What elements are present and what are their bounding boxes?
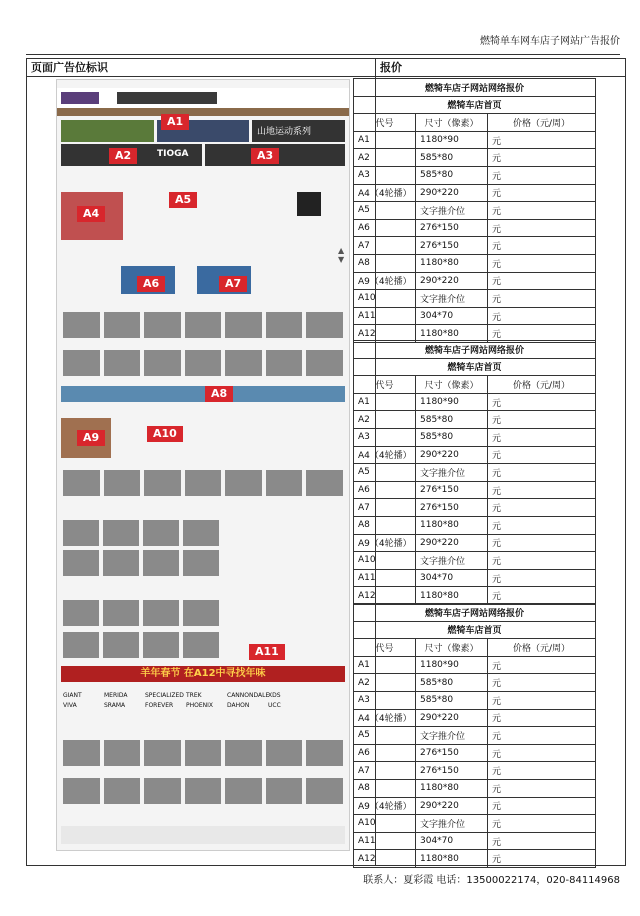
- table-cell: A1: [354, 131, 416, 149]
- table-row: [354, 411, 596, 429]
- table-row: [354, 202, 596, 220]
- table-cell: 元: [488, 290, 596, 308]
- table-title: 燃犄车店子网站网络报价: [354, 341, 596, 359]
- table-cell: A2: [354, 149, 416, 167]
- table-cell: 585*80: [416, 411, 488, 429]
- table-row: [354, 727, 596, 745]
- table-cell: 元: [488, 569, 596, 587]
- table-cell: 元: [488, 815, 596, 833]
- table-cell: 276*150: [416, 499, 488, 517]
- table-cell: 元: [488, 744, 596, 762]
- table-cell: 元: [488, 446, 596, 464]
- thumb-row-6: [63, 600, 219, 626]
- price-table: [353, 340, 596, 605]
- table-cell: 304*70: [416, 307, 488, 325]
- table-cell: 元: [488, 674, 596, 692]
- table-cell: A4（4轮播）: [354, 184, 416, 202]
- table-title: 燃犄车店子网站网络报价: [354, 604, 596, 622]
- brand-logos: [63, 692, 343, 709]
- table-cell: 文字推介位: [416, 464, 488, 482]
- table-cell: A11: [354, 569, 416, 587]
- table-row: [354, 709, 596, 727]
- table-header-row: [354, 639, 596, 657]
- table-cell: 1180*80: [416, 325, 488, 343]
- table-subtitle-row: [354, 621, 596, 639]
- table-cell: A4（4轮播）: [354, 446, 416, 464]
- brand-logo: XDS: [268, 692, 281, 699]
- table-cell: 276*150: [416, 762, 488, 780]
- table-title-row: [354, 341, 596, 359]
- table-row: [354, 219, 596, 237]
- table-cell: 元: [488, 779, 596, 797]
- table-cell: A7: [354, 499, 416, 517]
- table-cell: 元: [488, 393, 596, 411]
- table-cell: A2: [354, 411, 416, 429]
- table-cell: A1: [354, 393, 416, 411]
- table-cell: 元: [488, 481, 596, 499]
- table-cell: A6: [354, 744, 416, 762]
- table-cell: 元: [488, 516, 596, 534]
- ad-tag-a11: A11: [249, 644, 285, 660]
- table-cell: 元: [488, 166, 596, 184]
- table-row: [354, 290, 596, 308]
- table-cell: 元: [488, 656, 596, 674]
- table-cell: 290*220: [416, 272, 488, 290]
- table-cell: A10: [354, 290, 416, 308]
- brand-logo: TREK: [186, 692, 202, 699]
- column-header: 尺寸（像素）: [416, 114, 488, 132]
- thumb-row-4: [63, 520, 219, 546]
- table-subtitle: 燃犄车店首页: [354, 358, 596, 376]
- table-row: [354, 184, 596, 202]
- right-column-title: 报价: [380, 61, 402, 74]
- ad-tag-a10: A10: [147, 426, 183, 442]
- table-cell: 585*80: [416, 149, 488, 167]
- table-row: [354, 656, 596, 674]
- thumb-row-5: [63, 550, 219, 576]
- table-cell: A8: [354, 254, 416, 272]
- ad-tag-a6: A6: [137, 276, 165, 292]
- site-logo: [61, 92, 99, 104]
- table-cell: 290*220: [416, 184, 488, 202]
- table-header-row: [354, 376, 596, 394]
- table-cell: 元: [488, 428, 596, 446]
- table-cell: 290*220: [416, 534, 488, 552]
- table-row: [354, 832, 596, 850]
- ad-tag-a7: A7: [219, 276, 247, 292]
- table-cell: 元: [488, 237, 596, 255]
- table-cell: 585*80: [416, 691, 488, 709]
- brand-logo: SPECIALIZED: [145, 692, 184, 699]
- column-header: 尺寸（像素）: [416, 639, 488, 657]
- banner-text: 山地运动系列: [257, 127, 312, 137]
- brand-logo: GIANT: [63, 692, 82, 699]
- table-cell: 304*70: [416, 832, 488, 850]
- thumb-row-7: [63, 632, 219, 658]
- brand-logo: PHOENIX: [186, 702, 214, 709]
- table-row: [354, 464, 596, 482]
- table-row: [354, 516, 596, 534]
- table-cell: A6: [354, 219, 416, 237]
- brand-logo: SRAMA: [104, 702, 126, 709]
- table-cell: 元: [488, 219, 596, 237]
- table-cell: A10: [354, 815, 416, 833]
- table-row: [354, 393, 596, 411]
- table-cell: 元: [488, 727, 596, 745]
- table-row: [354, 481, 596, 499]
- table-cell: A3: [354, 428, 416, 446]
- table-row: [354, 797, 596, 815]
- table-cell: A4（4轮播）: [354, 709, 416, 727]
- table-cell: 276*150: [416, 237, 488, 255]
- table-row: [354, 815, 596, 833]
- table-cell: 文字推介位: [416, 202, 488, 220]
- table-cell: 585*80: [416, 166, 488, 184]
- table-cell: 元: [488, 797, 596, 815]
- ad-tag-a5: A5: [169, 192, 197, 208]
- table-cell: A3: [354, 691, 416, 709]
- table-cell: 585*80: [416, 674, 488, 692]
- brand-logo: UCC: [268, 702, 281, 709]
- table-cell: 元: [488, 272, 596, 290]
- table-cell: A9（4轮播）: [354, 272, 416, 290]
- table-subtitle: 燃犄车店首页: [354, 96, 596, 114]
- table-cell: 304*70: [416, 569, 488, 587]
- table-cell: 290*220: [416, 709, 488, 727]
- brand-logo: VIVA: [63, 702, 77, 709]
- thumb-row-8: [63, 740, 343, 766]
- table-row: [354, 499, 596, 517]
- brand-logo: FOREVER: [145, 702, 174, 709]
- table-cell: 元: [488, 499, 596, 517]
- table-row: [354, 674, 596, 692]
- table-row: [354, 534, 596, 552]
- table-row: [354, 272, 596, 290]
- table-title-row: [354, 79, 596, 97]
- table-cell: A2: [354, 674, 416, 692]
- price-table: [353, 78, 596, 343]
- table-cell: A3: [354, 166, 416, 184]
- table-row: [354, 691, 596, 709]
- table-cell: 290*220: [416, 797, 488, 815]
- ad-tag-a4: A4: [77, 206, 105, 222]
- table-cell: 元: [488, 691, 596, 709]
- table-cell: 1180*90: [416, 393, 488, 411]
- table-cell: 1180*90: [416, 131, 488, 149]
- table-cell: A8: [354, 779, 416, 797]
- table-cell: 元: [488, 202, 596, 220]
- table-cell: A7: [354, 762, 416, 780]
- table-cell: 元: [488, 850, 596, 868]
- table-cell: 元: [488, 149, 596, 167]
- column-header: 价格（元/周）: [488, 639, 596, 657]
- brand-logo: MERIDA: [104, 692, 128, 699]
- table-cell: A5: [354, 464, 416, 482]
- table-cell: 1180*80: [416, 587, 488, 605]
- table-cell: 元: [488, 464, 596, 482]
- table-subtitle-row: [354, 358, 596, 376]
- price-table: [353, 603, 596, 868]
- ad-tag-a1: A1: [161, 114, 189, 130]
- table-cell: 元: [488, 307, 596, 325]
- table-row: [354, 254, 596, 272]
- table-cell: 290*220: [416, 446, 488, 464]
- table-subtitle-row: [354, 96, 596, 114]
- table-cell: 1180*80: [416, 254, 488, 272]
- table-row: [354, 762, 596, 780]
- thumb-row-3: [63, 470, 343, 496]
- table-cell: 文字推介位: [416, 552, 488, 570]
- table-cell: A8: [354, 516, 416, 534]
- site-header: [57, 88, 349, 109]
- table-cell: 1180*90: [416, 656, 488, 674]
- table-row: [354, 850, 596, 868]
- table-cell: 元: [488, 411, 596, 429]
- table-cell: 元: [488, 762, 596, 780]
- left-column-title: 页面广告位标识: [31, 61, 108, 74]
- table-cell: A1: [354, 656, 416, 674]
- table-cell: 元: [488, 254, 596, 272]
- table-cell: A5: [354, 727, 416, 745]
- thumb-row-2: [63, 350, 343, 376]
- table-cell: 元: [488, 534, 596, 552]
- qr-code: [297, 192, 321, 216]
- table-cell: 元: [488, 131, 596, 149]
- table-row: [354, 552, 596, 570]
- table-row: [354, 779, 596, 797]
- table-subtitle: 燃犄车店首页: [354, 621, 596, 639]
- table-cell: 元: [488, 325, 596, 343]
- table-cell: A5: [354, 202, 416, 220]
- table-row: [354, 446, 596, 464]
- table-cell: 585*80: [416, 428, 488, 446]
- thumb-row-9: [63, 778, 343, 804]
- table-cell: 文字推介位: [416, 727, 488, 745]
- column-header: 价格（元/周）: [488, 114, 596, 132]
- column-header: 尺寸（像素）: [416, 376, 488, 394]
- table-row: [354, 744, 596, 762]
- brand-logo: DAHON: [227, 702, 250, 709]
- thumb-row-1: [63, 312, 343, 338]
- table-cell: A7: [354, 237, 416, 255]
- table-cell: 元: [488, 587, 596, 605]
- table-row: [354, 587, 596, 605]
- brand-logo: CANNONDALE: [227, 692, 270, 699]
- table-row: [354, 428, 596, 446]
- table-header-row: [354, 114, 596, 132]
- table-row: [354, 569, 596, 587]
- table-cell: 元: [488, 552, 596, 570]
- table-cell: 276*150: [416, 481, 488, 499]
- table-cell: 文字推介位: [416, 290, 488, 308]
- table-cell: 276*150: [416, 744, 488, 762]
- ad-tag-a3: A3: [251, 148, 279, 164]
- header-rule: [26, 54, 620, 55]
- table-cell: 元: [488, 184, 596, 202]
- ad-banner-a12: 羊年春节 在A12中寻找年味: [61, 666, 345, 682]
- table-cell: A12: [354, 587, 416, 605]
- brand-text: TIOGA: [157, 149, 189, 159]
- title-rule: [27, 76, 625, 77]
- table-cell: A11: [354, 832, 416, 850]
- table-cell: 元: [488, 832, 596, 850]
- table-row: [354, 166, 596, 184]
- table-cell: 文字推介位: [416, 815, 488, 833]
- site-footer: [61, 826, 345, 844]
- column-header: 代号: [354, 639, 416, 657]
- table-cell: A12: [354, 325, 416, 343]
- side-scroll-arrows: ▲ ▼: [338, 246, 345, 264]
- contact-footer: 联系人：夏彩霞 电话：13500022174，020-84114968: [363, 875, 620, 886]
- ad-banner-a8: [61, 386, 345, 402]
- site-search: [117, 92, 217, 104]
- table-cell: A12: [354, 850, 416, 868]
- table-cell: A11: [354, 307, 416, 325]
- table-cell: 276*150: [416, 219, 488, 237]
- table-title: 燃犄车店子网站网络报价: [354, 79, 596, 97]
- document-header: 燃犄单车网车店子网站广告报价: [480, 36, 620, 47]
- ad-tag-a2: A2: [109, 148, 137, 164]
- table-row: [354, 149, 596, 167]
- table-cell: 1180*80: [416, 516, 488, 534]
- ad-row-a2-a3: [61, 144, 345, 166]
- table-row: [354, 237, 596, 255]
- column-header: 价格（元/周）: [488, 376, 596, 394]
- table-cell: A9（4轮播）: [354, 534, 416, 552]
- ad-tag-a8: A8: [205, 386, 233, 402]
- table-cell: A10: [354, 552, 416, 570]
- table-cell: 1180*80: [416, 779, 488, 797]
- table-row: [354, 307, 596, 325]
- site-nav: [57, 108, 349, 116]
- column-header: 代号: [354, 114, 416, 132]
- website-screenshot: [56, 79, 350, 851]
- table-row: [354, 131, 596, 149]
- table-cell: 1180*80: [416, 850, 488, 868]
- table-cell: 元: [488, 709, 596, 727]
- table-cell: A6: [354, 481, 416, 499]
- table-title-row: [354, 604, 596, 622]
- ad-tag-a9: A9: [77, 430, 105, 446]
- table-cell: A9（4轮播）: [354, 797, 416, 815]
- column-header: 代号: [354, 376, 416, 394]
